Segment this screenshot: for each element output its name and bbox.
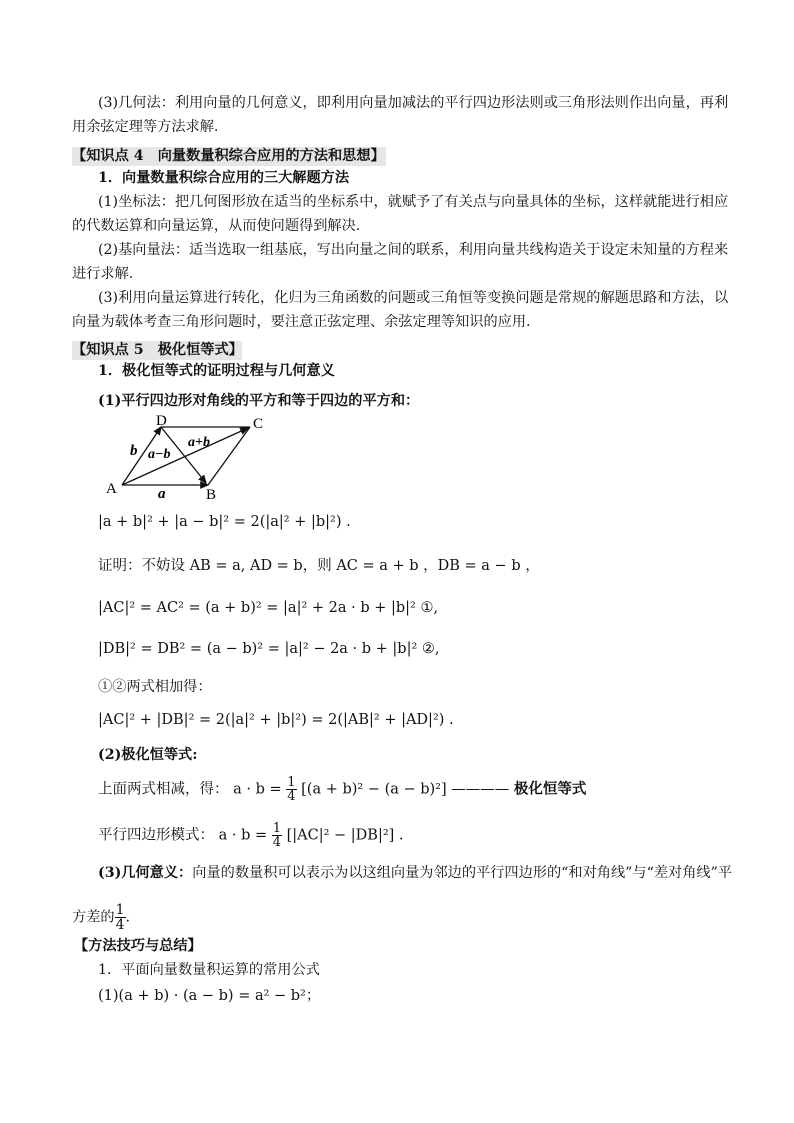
para-mode-intro: 平行四边形模式： [98,827,214,844]
kp4-method1-line-1: (1)坐标法：把几何图形放在适当的坐标系中，就赋予了有关点与向量具体的坐标，这样就能进行相应 [98,194,729,210]
one-quarter-fraction: $\frac{1}{4}$ [287,775,296,804]
kp5-subtitle: 1．极化恒等式的证明过程与几何意义 [98,363,335,379]
part3-text: 向量的数量积可以表示为以这组向量为邻边的平行四边形的“和对角线”与“差对角线”平 [192,865,733,881]
polar-name: 极化恒等式 [513,780,587,798]
point-b-label: B [206,487,217,499]
kp4-method3-line-2: 向量为载体考查三角形问题时，要注意正弦定理、余弦定理等知识的应用. [72,314,531,330]
equation-3: |AC|² + |DB|² = 2(|a|² + |b|²) = 2(|AB|² + |AD|²) . [98,712,454,728]
label-a-plus-b: a+b [188,435,210,450]
kp5-header: 【知识点 5 极化恒等式】 [72,342,243,358]
geometric-method-line-2: 用余弦定理等方法求解. [72,119,219,135]
one-quarter-fraction-2: $\frac{1}{4}$ [272,821,282,850]
kp5-part1-title: (1)平行四边形对角线的平方和等于四边的平方和： [98,393,420,409]
parallelogram-diagram [100,413,280,499]
proof-intro: 证明：不妨设 AB = a, AD = b，则 AC = a + b ，DB = a − b ， [98,558,540,574]
summary-subtitle: 1．平面向量数量积运算的常用公式 [98,962,320,978]
label-a: a [158,486,166,499]
point-c-label: C [253,416,264,432]
polar-lhs: a · b = [233,781,282,798]
kp4-method1-line-2: 的代数运算和向量运算，从而使问题得到解决. [72,218,361,234]
one-quarter-fraction-3: $\frac{1}{4}$ [115,902,125,933]
polar-dash: ———— [451,781,510,798]
equation-1: |AC|² = AC² = (a + b)² = |a|² + 2a · b + |b|² ①, [98,600,439,616]
kp4-subtitle: 1．向量数量积综合应用的三大解题方法 [98,170,350,186]
polarization-identity-line [98,776,586,803]
sum-intro: ①②两式相加得： [98,679,212,695]
summary-formula-1: (1)(a + b) · (a − b) = a² − b²； [98,988,321,1004]
point-d-label: D [156,413,167,429]
subtract-intro: 上面两式相减，得： [98,781,229,798]
kp4-method2-line-1: (2)基向量法：适当选取一组基底，写出向量之间的联系，利用向量共线构造关于设定未知量的方程来 [98,242,729,258]
point-a-label: A [106,481,117,497]
parallelogram-identity: |a + b|² + |a − b|² = 2(|a|² + |b|²) . [98,514,351,530]
part3-prefix: (3)几何意义： [98,865,193,881]
kp4-header: 【知识点 4 向量数量积综合应用的方法和思想】 [72,148,385,164]
side-bc-line [208,427,250,485]
label-b: b [130,443,138,459]
para-rhs: [|AC|² − |DB|²] . [286,827,404,844]
kp5-part3-line-1 [98,863,732,883]
polar-rhs: [(a + b)² − (a − b)²] [301,781,447,798]
geometric-method-line-1: (3)几何法：利用向量的几何意义，即利用向量加减法的平行四边形法则或三角形法则作出向量，再利 [98,95,729,111]
summary-header: 【方法技巧与总结】 [74,938,202,954]
parallelogram-mode-line [98,822,404,849]
kp5-part3-line-2 [72,903,130,932]
para-lhs: a · b = [218,827,268,844]
equation-2: |DB|² = DB² = (a − b)² = |a|² − 2a · b + |b|² ②, [98,641,440,657]
kp4-method3-line-1: (3)利用向量运算进行转化，化归为三角函数的问题或三角恒等变换问题是常规的解题思路和方法，以 [98,290,729,306]
kp5-part2-title: (2)极化恒等式: [98,747,198,763]
part3-end: . [125,909,131,926]
part3-text-2: 方差的 [72,909,115,926]
label-a-minus-b: a−b [148,447,171,462]
kp4-method2-line-2: 进行求解. [72,266,134,282]
